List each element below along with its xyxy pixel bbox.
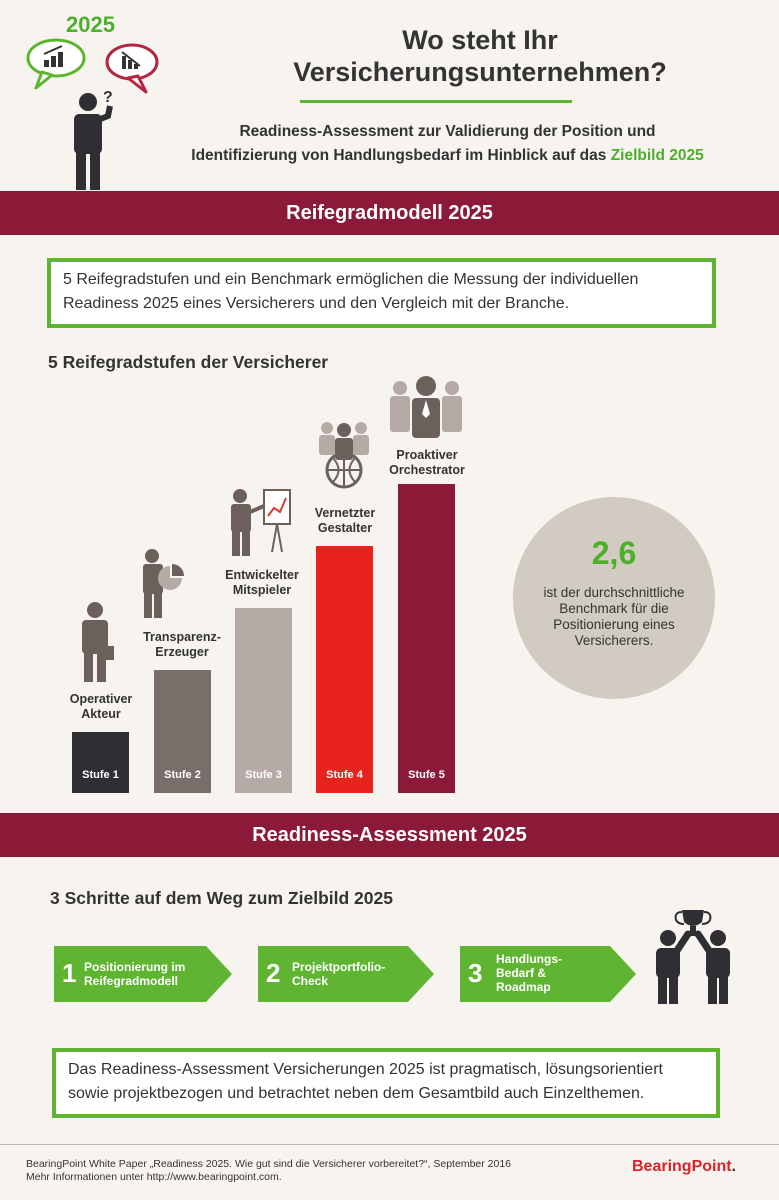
step-number: 3 <box>468 958 483 988</box>
level-label-line-1: Transparenz- <box>143 630 221 644</box>
benchmark-text-line-4: Versicherers. <box>574 633 654 648</box>
section-bar-reifegradmodell: Reifegradmodell 2025 <box>0 191 779 235</box>
chart-down-bubble-icon <box>107 45 157 92</box>
subtitle-highlight: Zielbild 2025 <box>610 147 704 164</box>
level-bar <box>398 484 455 793</box>
level-label <box>374 448 480 478</box>
subtitle-line-2: Identifizierung von Handlungsbedarf im Hinblick auf das <box>191 147 607 164</box>
trophy-team-icon <box>644 908 742 1006</box>
summary-line-1: Das Readiness-Assessment Versicherungen 2025 ist pragmatisch, lösungsorientiert <box>68 1061 663 1078</box>
level-bar <box>72 732 129 793</box>
level-stage-label: Stufe 2 <box>164 769 201 781</box>
step-text-line-2: Check <box>292 974 329 988</box>
step-text-line-2: Bedarf & <box>496 966 547 980</box>
level-stage-label: Stufe 5 <box>408 769 445 781</box>
step-text <box>496 952 562 994</box>
brand-logo <box>632 1158 736 1176</box>
intro-box <box>47 258 716 328</box>
footer-line-1: BearingPoint White Paper „Readiness 2025. Wie gut sind die Versicherer vorbereitet?“, September 2016 <box>26 1158 512 1170</box>
intro-line-1: 5 Reifegradstufen und ein Benchmark ermöglichen die Messung der individuellen <box>63 271 639 288</box>
presenter-pie-icon <box>140 546 186 620</box>
level-bar <box>235 608 292 793</box>
footer-line-2: Mehr Informationen unter http://www.bearingpoint.com. <box>26 1171 282 1183</box>
benchmark-circle <box>513 497 715 699</box>
step-arrow-icon <box>206 946 232 1002</box>
subtitle-line-1: Readiness-Assessment zur Validierung der Position und <box>239 123 656 140</box>
level-label-line-1: Operativer <box>69 692 133 706</box>
level-label-line-2: Erzeuger <box>155 645 209 659</box>
level-bar <box>316 546 373 793</box>
level-label-line-1: Entwickelter <box>225 568 299 582</box>
summary-box <box>52 1048 720 1118</box>
step-arrow-icon <box>610 946 636 1002</box>
chart-up-bubble-icon <box>28 40 84 88</box>
svg-text:?: ? <box>103 89 113 106</box>
brand-dot: . <box>731 1158 737 1175</box>
page-title <box>200 24 760 88</box>
level-label <box>130 630 234 660</box>
step-text <box>292 960 385 988</box>
step-1 <box>54 946 206 1002</box>
step-text <box>84 960 185 988</box>
benchmark-text-line-2: Benchmark für die <box>559 601 669 616</box>
step-2 <box>258 946 408 1002</box>
presentation-board-icon <box>228 486 294 558</box>
brand-name: BearingPoint <box>632 1158 732 1175</box>
title-line-2: Versicherungsunternehmen? <box>293 57 667 87</box>
level-label-line-2: Akteur <box>81 707 121 721</box>
thinking-person-illustration <box>20 36 170 194</box>
benchmark-value: 2,6 <box>591 535 637 571</box>
person-icon <box>74 93 110 190</box>
steps-heading: 3 Schritte auf dem Weg zum Zielbild 2025 <box>50 888 393 908</box>
benchmark-text-line-3: Positionierung eines <box>553 617 675 632</box>
level-stage-label: Stufe 4 <box>326 769 363 781</box>
title-line-1: Wo steht Ihr <box>402 25 558 55</box>
level-label-line-1: Proaktiver <box>396 448 458 462</box>
title-divider <box>300 100 572 103</box>
step-text-line-3: Roadmap <box>496 980 551 994</box>
benchmark-text <box>523 585 705 649</box>
step-text-line-1: Projektportfolio- <box>292 960 386 974</box>
year-label: 2025 <box>66 12 115 37</box>
level-stage-label: Stufe 3 <box>245 769 282 781</box>
level-bar <box>154 670 211 793</box>
step-number: 2 <box>266 958 281 988</box>
orchestrator-group-icon <box>388 374 464 440</box>
step-text-line-1: Positionierung im <box>84 960 186 974</box>
levels-heading: 5 Reifegradstufen der Versicherer <box>48 352 329 372</box>
step-text-line-2: Reifegradmodell <box>84 974 179 988</box>
level-label-line-2: Orchestrator <box>389 463 465 477</box>
network-group-icon <box>313 418 375 490</box>
footer-divider <box>0 1144 779 1145</box>
level-label <box>55 692 147 722</box>
level-label-line-2: Gestalter <box>317 521 373 535</box>
level-label <box>210 568 314 598</box>
page-subtitle <box>120 120 775 168</box>
step-number: 1 <box>62 958 77 988</box>
level-label-line-2: Mitspieler <box>232 583 292 597</box>
footer-source <box>26 1158 511 1184</box>
level-label <box>296 506 394 536</box>
level-stage-label: Stufe 1 <box>82 769 119 781</box>
section-bar-readiness-assessment: Readiness-Assessment 2025 <box>0 813 779 857</box>
step-3 <box>460 946 610 1002</box>
step-arrow-icon <box>408 946 434 1002</box>
step-text-line-1: Handlungs- <box>496 952 562 966</box>
benchmark-text-line-1: ist der durchschnittliche <box>543 585 685 600</box>
summary-line-2: sowie projektbezogen und betrachtet neben dem Gesamtbild auch Einzelthemen. <box>68 1085 645 1102</box>
operative-person-icon <box>76 600 116 684</box>
level-label-line-1: Vernetzter <box>314 506 376 520</box>
intro-line-2: Readiness 2025 eines Versicherers und den Vergleich mit der Branche. <box>63 295 570 312</box>
